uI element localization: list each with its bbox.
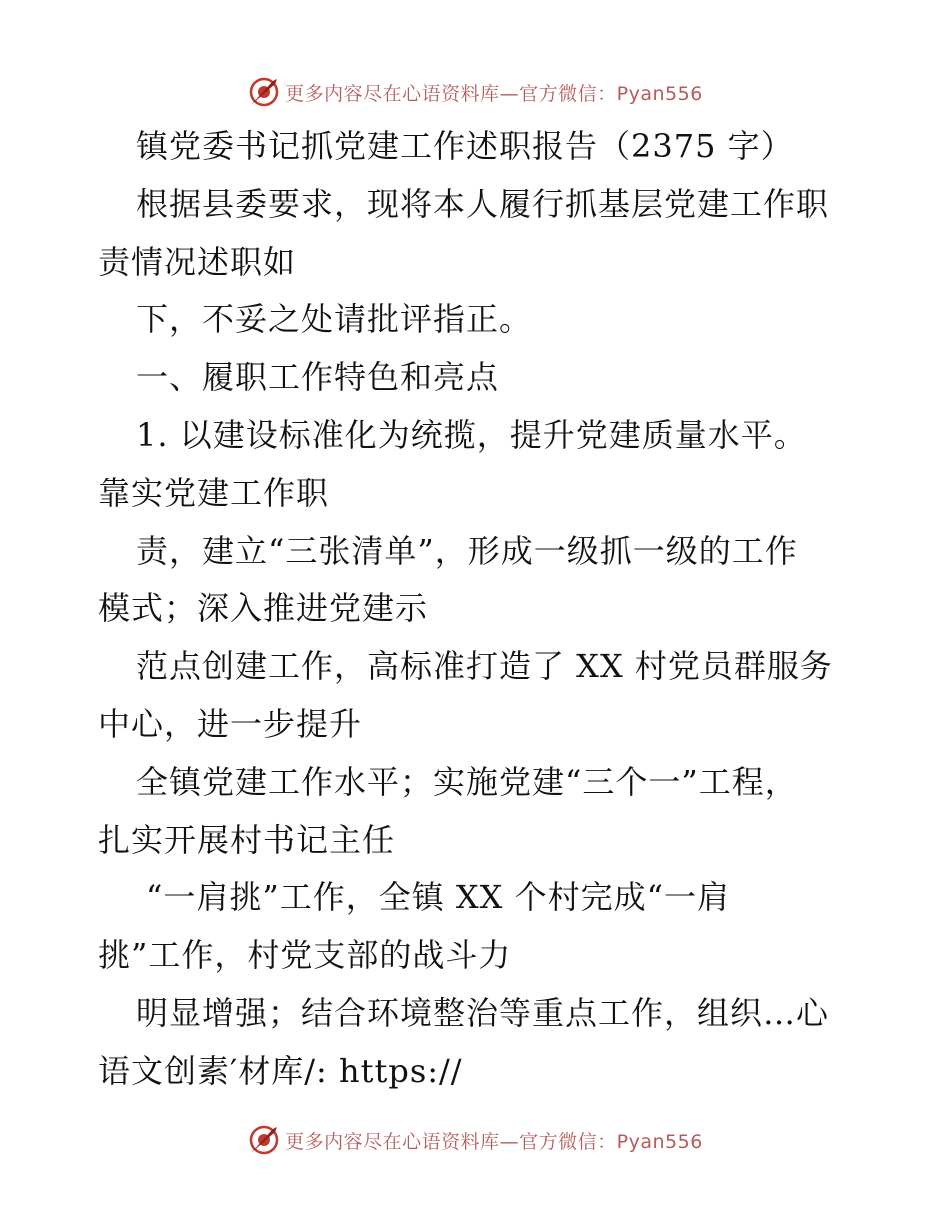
report-title: 镇党委书记抓党建工作述职报告（2375 字） [136, 127, 794, 165]
paragraph-line: 明显增强；结合环境整治等重点工作，组织…心 [136, 993, 830, 1032]
paragraph-line: 全镇党建工作水平；实施党建“三个一”工程， [136, 762, 798, 801]
paragraph-line: 范点创建工作，高标准打造了 XX 村党员群服务 [136, 647, 833, 686]
paragraph-line: 挑”工作，村党支部的战斗力 [98, 936, 512, 975]
paragraph-line: 中心，进一步提升 [98, 704, 363, 743]
banner-text: 更多内容尽在心语资料库—官方微信：Pyan556 [285, 1130, 703, 1153]
paragraph-line: 根据县委要求，现将本人履行抓基层党建工作职 [136, 184, 830, 223]
paragraph-line: 责情况述职如 [98, 242, 297, 281]
section-heading: 一、履职工作特色和亮点 [136, 358, 500, 397]
quill-pen-logo-icon [247, 1123, 281, 1157]
footer-banner [0, 1120, 950, 1160]
paragraph-line: 靠实党建工作职 [98, 473, 330, 512]
banner-text: 更多内容尽在心语资料库—官方微信：Pyan556 [285, 82, 703, 105]
quill-pen-logo-icon [247, 75, 281, 109]
subsection-heading: 1. 以建设标准化为统揽，提升党建质量水平。 [136, 415, 807, 454]
paragraph-line: 责，建立“三张清单”，形成一级抓一级的工作 [136, 531, 798, 570]
header-banner [0, 72, 950, 112]
paragraph-line: “一肩挑”工作，全镇 XX 个村完成“一肩 [146, 878, 730, 917]
report-body [98, 118, 858, 1101]
paragraph-line: 语文创素′材库/: https:// [98, 1051, 463, 1090]
paragraph-line: 模式；深入推进党建示 [98, 589, 429, 628]
paragraph-line: 扎实开展村书记主任 [98, 820, 396, 859]
paragraph-line: 下，不妥之处请批评指正。 [136, 300, 533, 339]
